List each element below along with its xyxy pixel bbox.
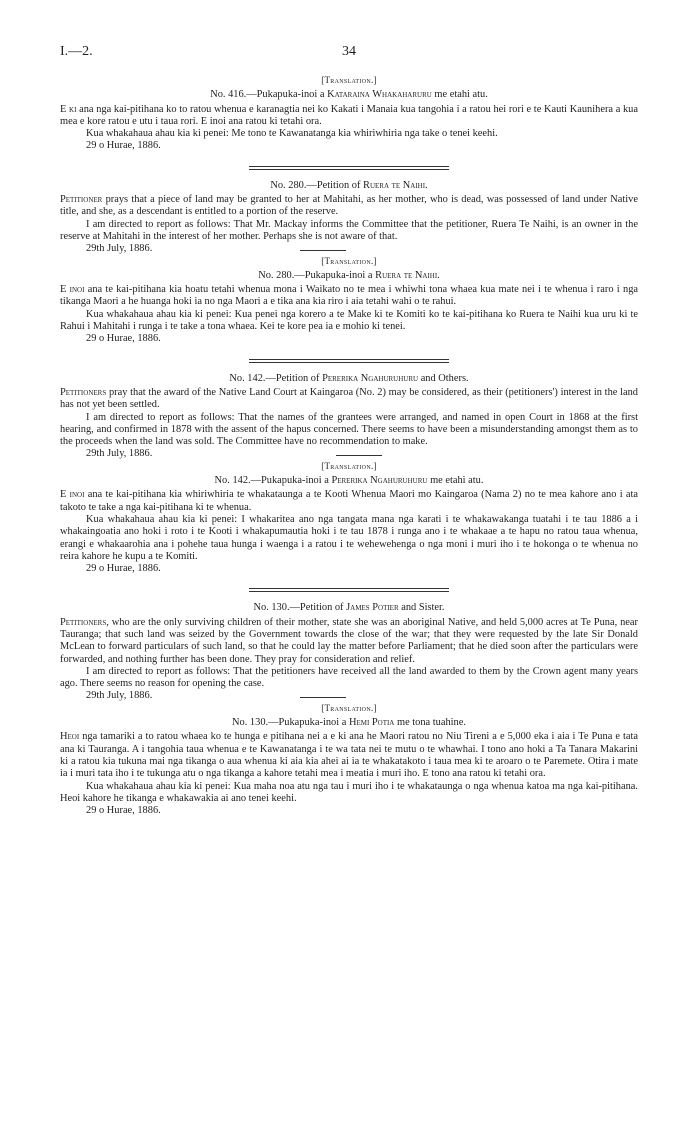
heading-suffix: me tona tuahine. — [396, 717, 466, 729]
petition-text: prays that a piece of land may be granted to her at Mahitahi, as her mother, who is dead, was possessed of land under Native title, and she, as a descendant is entitled to a portion of the reserve. — [60, 194, 638, 218]
translation-label: [Translation.] — [321, 75, 377, 85]
report-paragraph: I am directed to report as follows: That Mr. Mackay informs the Committee that the petitioner, Ruera Te Naihi, is an owner in the reserve at Mahitahi in the interest of her mother. Perhaps she is not aware of that. — [60, 218, 638, 242]
petition-paragraph — [60, 194, 638, 219]
report-paragraph: I am directed to report as follows: That the petitioners have received all the land awarded to them by the Crown agent many years ago. There seems no reason for opening the case. — [60, 665, 638, 690]
parliamentary-reference: I.—2. — [60, 44, 93, 59]
petition-text: ana te kai-pitihana kia hoatu tetahi whenua mona i Waikato no te mea i whiwhi tona whaea kua mate nei i te whenua i raro i nga tikanga Maori a he huanga hoki ia no nga Maori a e tika ana kia riro i aia tetahi wahi o te rahui. — [60, 284, 638, 308]
petition-heading — [60, 89, 638, 101]
petition-paragraph — [60, 489, 638, 514]
petition-heading — [60, 475, 638, 487]
petition-heading — [60, 373, 638, 385]
petition-number: No. 416.—Pukapuka-inoi a — [210, 89, 325, 101]
petition-number: No. 280.—Petition of — [270, 179, 361, 191]
heading-suffix: and Sister. — [401, 602, 445, 614]
translation-label: [Translation.] — [321, 255, 377, 266]
translation-label: [Translation.] — [321, 460, 377, 471]
petition-heading — [60, 270, 638, 282]
report-date: 29th July, 1886. — [86, 448, 153, 460]
heading-suffix: me etahi atu. — [430, 475, 484, 487]
petition-heading — [60, 602, 638, 614]
lead-word: Petitioners — [60, 386, 107, 398]
petition-text: nga tamariki a to ratou whaea ko te hunga e pitihana nei a e ki ana he Maori ratou no Niu Tireni a e 5,000 eka i aia i Te Puna e tata ana ki Tauranga. A i tangohia taua whenua e te Kawanatanga i te wa tata nei te mutu o te whawhai. I tono ano hoki a Ta Tanara Makarini ki a ratou kia tukuna mai nga tikanga o aua whenua ki aia kia ahei ai ia te whakatakoto i taua mea ki te aroaro o te Paremete. Otira i mate ia i muri tata iho i te tukunga atu o nga tikanga a kahore tetahi mea i meatia i muri iho. E tono ana ratou ki tetahi ora. — [60, 731, 638, 780]
lead-word: Petitioners, — [60, 616, 109, 628]
petition-paragraph — [60, 284, 638, 309]
section-divider — [249, 166, 449, 167]
report-paragraph: Kua whakahaua ahau kia ki penei: I whakaritea ano nga tangata mana nga karati i te whakawakanga tuatahi i te tau 1886 a i whakaingoatia ano hoki i roto i te Kooti i whakapumautia hoki i te tau 1878 i runga ano i te whakaae a te hapu no ratou taua whenua, erangi e whakaarohia ana i pohehe taua hunga i waenga i a ratou i te wehewehenga o nga moni i muri iho i te hokonga o te whenua no reira kahore he kupu a te Komiti. — [60, 513, 638, 562]
petition-number: No. 130.—Pukapuka-inoi a — [232, 717, 347, 729]
petition-paragraph — [60, 617, 638, 666]
page-number: 34 — [342, 44, 356, 59]
report-date: 29th July, 1886. — [86, 243, 153, 255]
report-paragraph: Kua whakahaua ahau kia ki penei: Kua penei nga korero a te Make ki te Komiti ko te kai-pitihana ko Ruera te Naihi kua uru ki te Rahui i Mahitahi i runga i te take a tona whaea. Kei te kore pea ia e mohio ki tenei. — [60, 308, 638, 333]
section-divider — [249, 359, 449, 360]
section-416-translation — [60, 74, 638, 153]
petitioner-name: Pererika Ngahuruhuru — [331, 475, 428, 487]
lead-word: Petitioner — [60, 194, 103, 206]
petition-paragraph — [60, 104, 638, 129]
lead-word: E ki — [60, 103, 77, 115]
petition-text: who are the only surviving children of their mother, state she was an aboriginal Native, and held 5,000 acres at Te Puna, near Tauranga; that such land was seized by the Government towards the close of the war; that they were requested by the late Sir Donald McLean to forward particulars of such land, so that he could lay the matter before Parliament; that he died soon after the particulars were forwarded, and nothing further has been done. They pray for consideration and relief. — [60, 616, 638, 665]
petition-text: ana te kai-pitihana kia whiriwhiria te whakataunga a te Kooti Whenua Maori mo Kaingaroa (Nama 2) no te mea kahore ano i ata takoto te take a nga kai-pitihana ki te whenua. — [60, 489, 639, 513]
petition-number: No. 280.—Pukapuka-inoi a — [258, 269, 373, 281]
section-divider — [249, 588, 449, 589]
petition-heading — [60, 180, 638, 192]
lead-word: E inoi — [60, 284, 85, 296]
section-130-translation — [60, 702, 638, 818]
heading-suffix: and Others. — [420, 372, 469, 384]
petitioner-name: Pererika Ngahuruhuru — [322, 372, 419, 384]
petition-text: pray that the award of the Native Land Court at Kaingaroa (No. 2) may be considered, as their (petitioners') interest in the land has not yet been settled. — [60, 386, 638, 411]
section-130-petition — [60, 602, 638, 702]
short-divider — [336, 455, 382, 456]
petitioner-name: Kataraina Whakaharuru — [327, 89, 432, 101]
petition-number: No. 142.—Petition of — [229, 372, 320, 384]
section-142-translation — [60, 460, 638, 576]
report-date: 29 o Hurae, 1886. — [86, 333, 161, 345]
translation-label: [Translation.] — [321, 702, 377, 713]
report-date: 29th July, 1886. — [86, 690, 153, 702]
petition-text: ana nga kai-pitihana ko to ratou whenua e karanagtia nei ko Kakati i Manaia kua tangohia i a ratou hei rori e te Kauti Kaunihera a kua mea e kore ratou e utu i taua rori. E inoi ana ratou ki tetahi ora. — [60, 103, 638, 127]
report-date: 29 o Hurae, 1886. — [86, 140, 161, 152]
short-divider — [300, 697, 346, 698]
petitioner-name: Ruera te Naihi. — [375, 269, 440, 281]
petitioner-name: James Potier — [346, 602, 399, 614]
petitioner-name: Ruera te Naihi. — [363, 179, 428, 191]
report-paragraph: Kua whakahaua ahau kia ki penei: Me tono te Kawanatanga kia whiriwhiria nga take o tenei keehi. — [86, 128, 498, 140]
lead-word: E inoi — [60, 489, 85, 501]
page-header — [60, 46, 638, 70]
petition-number: No. 130.—Petition of — [253, 602, 344, 614]
petition-paragraph — [60, 387, 638, 412]
short-divider — [300, 250, 346, 251]
lead-word: Heoi — [60, 731, 80, 743]
report-date: 29 o Hurae, 1886. — [86, 805, 161, 817]
petition-paragraph — [60, 731, 638, 780]
report-paragraph: Kua whakahaua ahau kia ki penei: Kua maha noa atu nga tau i muri iho i te whakataunga o nga whenua katoa ma nga kai-pitihana. Heoi kahore he tikanga e whakawakia ai ano tenei keehi. — [60, 780, 638, 804]
report-date: 29 o Hurae, 1886. — [86, 563, 161, 575]
petition-heading — [60, 717, 638, 729]
section-280-translation — [60, 255, 638, 346]
report-paragraph: I am directed to report as follows: That the names of the grantees were arranged, and named in open Court in 1868 at the first hearing, and confirmed in 1878 with the assent of the hapus concerned. There seems to have been a misunderstanding amongst them as to the proceeds when the land was sold. The Committee have no recommendation to make. — [60, 411, 638, 448]
petition-number: No. 142.—Pukapuka-inoi a — [214, 475, 329, 487]
section-142-petition — [60, 372, 638, 460]
petitioner-name: Hemi Potia — [348, 717, 395, 729]
section-280-petition — [60, 179, 638, 255]
heading-suffix: me etahi atu. — [434, 89, 488, 101]
